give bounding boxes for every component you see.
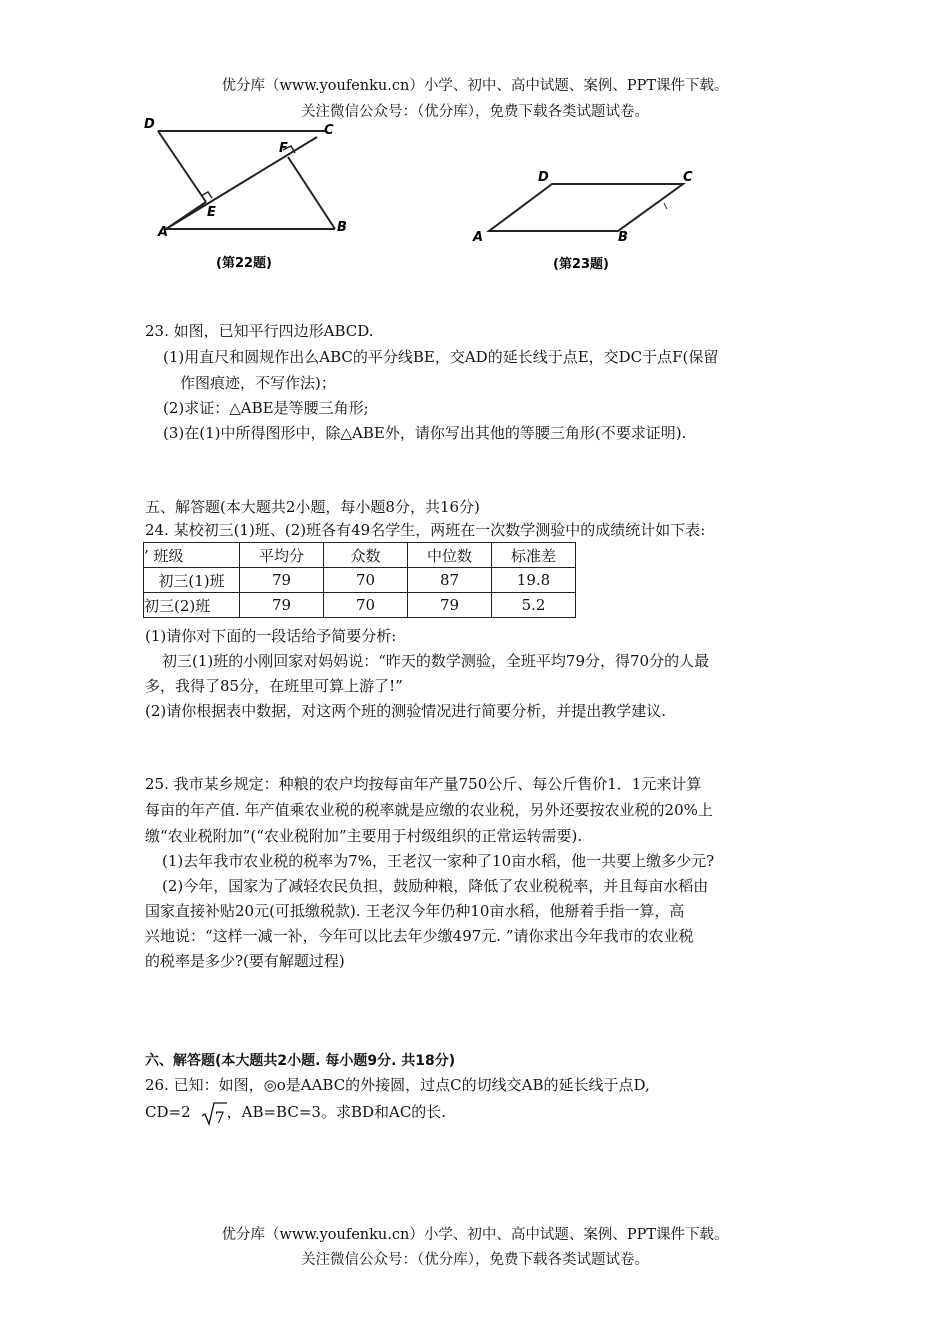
- figure-23: [465, 165, 705, 275]
- fig23-label-D: D: [538, 170, 549, 185]
- fig22-label-C: C: [324, 123, 334, 138]
- footer-line-1: 优分库（www.youfenku.cn）小学、初中、高中试题、案例、PPT课件下载。: [221, 1227, 729, 1243]
- q26-line1: 26. 已知：如图，◎o是AABC的外接圆，过点C的切线交AB的延长线于点D,: [145, 1076, 650, 1094]
- q24-quote-line2: 多，我得了85分，在班里可算上游了!”: [145, 677, 403, 695]
- section6-title: 六、解答题(本大题共2小题. 每小题9分. 共18分): [145, 1053, 456, 1069]
- fig22-label-A: A: [158, 225, 169, 240]
- q26-cd: CD=2: [145, 1103, 191, 1121]
- header-line-2: 关注微信公众号：（优分库），免费下载各类试题试卷。: [301, 104, 649, 120]
- table-cell: 87: [408, 568, 492, 593]
- fig23-caption: (第23题): [553, 257, 609, 272]
- q26-rest: ，AB=BC=3。求BD和AC的长.: [226, 1103, 447, 1121]
- q24-part2: (2)请你根据表中数据，对这两个班的测验情况进行简要分析，并提出教学建议.: [145, 702, 667, 720]
- fig22-label-B: B: [337, 220, 347, 235]
- q24-quote-line1: 初三(1)班的小刚回家对妈妈说：“昨天的数学测验，全班平均79分，得70分的人最: [162, 652, 710, 670]
- table-row: [144, 568, 576, 593]
- q25-line5: (2)今年，国家为了减轻农民负担，鼓励种粮，降低了农业税税率，并且每亩水稻由: [162, 877, 709, 895]
- table-cell: 70: [324, 568, 408, 593]
- table-header-cell: 标准差: [492, 543, 576, 568]
- figure-22: [140, 112, 370, 272]
- table-cell: 初三(1)班: [144, 568, 240, 593]
- table-header-cell: ’ 班级: [144, 543, 240, 568]
- table-row: [144, 593, 576, 618]
- section5-title: 五、解答题(本大题共2小题，每小题8分，共16分): [145, 498, 480, 516]
- fig23-label-A: A: [473, 230, 484, 245]
- table-cell: 19.8: [492, 568, 576, 593]
- fig22-caption: (第22题): [216, 256, 272, 271]
- table-cell: 79: [240, 593, 324, 618]
- table-header-cell: 中位数: [408, 543, 492, 568]
- fig22-label-F: F: [279, 141, 288, 156]
- q25-line2: 每亩的年产值. 年产值乘农业税的税率就是应缴的农业税，另外还要按农业税的20%上: [145, 801, 713, 819]
- q23-title: 23. 如图，已知平行四边形ABCD.: [145, 322, 374, 340]
- q25-line4: (1)去年我市农业税的税率为7%，王老汉一家种了10亩水稻，他一共要上缴多少元?: [162, 852, 715, 870]
- stats-table: [143, 542, 576, 618]
- table-header-cell: 众数: [324, 543, 408, 568]
- q25-line7: 兴地说：“这样一减一补，今年可以比去年少缴497元. ”请你求出今年我市的农业税: [145, 927, 694, 945]
- q23-part1: (1)用直尺和圆规作出么ABC的平分线BE，交AD的延长线于点E，交DC于点F(保留: [163, 348, 719, 366]
- table-cell: 70: [324, 593, 408, 618]
- q25-line8: 的税率是多少?(要有解题过程): [145, 952, 345, 970]
- q25-line6: 国家直接补贴20元(可抵缴税款). 王老汉今年仍种10亩水稻，他掰着手指一算，高: [145, 902, 685, 920]
- fig22-label-E: E: [207, 205, 216, 220]
- q23-part3: (3)在(1)中所得图形中，除△ABE外，请你写出其他的等腰三角形(不要求证明).: [163, 424, 687, 442]
- table-cell: 初三(2)班: [144, 593, 240, 618]
- q25-line1: 25. 我市某乡规定：种粮的农户均按每亩年产量750公斤、每公斤售价1．1元来计算: [145, 775, 702, 793]
- table-header-row: [144, 543, 576, 568]
- fig23-label-C: C: [683, 170, 693, 185]
- table-cell: 79: [408, 593, 492, 618]
- fig22-label-D: D: [144, 117, 155, 132]
- sqrt-symbol: [201, 1102, 227, 1126]
- q23-part1-cont: 作图痕迹，不写作法)；: [180, 374, 336, 392]
- fig23-label-B: B: [618, 230, 628, 245]
- q23-part2: (2)求证：△ABE是等腰三角形;: [163, 399, 369, 417]
- q26-radicand: 7: [214, 1108, 225, 1127]
- q26-line2: [145, 1101, 446, 1126]
- footer-line-2: 关注微信公众号：（优分库），免费下载各类试题试卷。: [301, 1252, 649, 1268]
- q24-title: 24. 某校初三(1)班、(2)班各有49名学生，两班在一次数学测验中的成绩统计如下表:: [145, 521, 706, 539]
- header-line-1: 优分库（www.youfenku.cn）小学、初中、高中试题、案例、PPT课件下载。: [221, 78, 729, 94]
- table-cell: 5.2: [492, 593, 576, 618]
- q25-line3: 缴“农业税附加”(“农业税附加”主要用于村级组织的正常运转需要).: [145, 827, 583, 845]
- q24-part1: (1)请你对下面的一段话给予简要分析:: [145, 627, 397, 645]
- table-cell: 79: [240, 568, 324, 593]
- table-header-cell: 平均分: [240, 543, 324, 568]
